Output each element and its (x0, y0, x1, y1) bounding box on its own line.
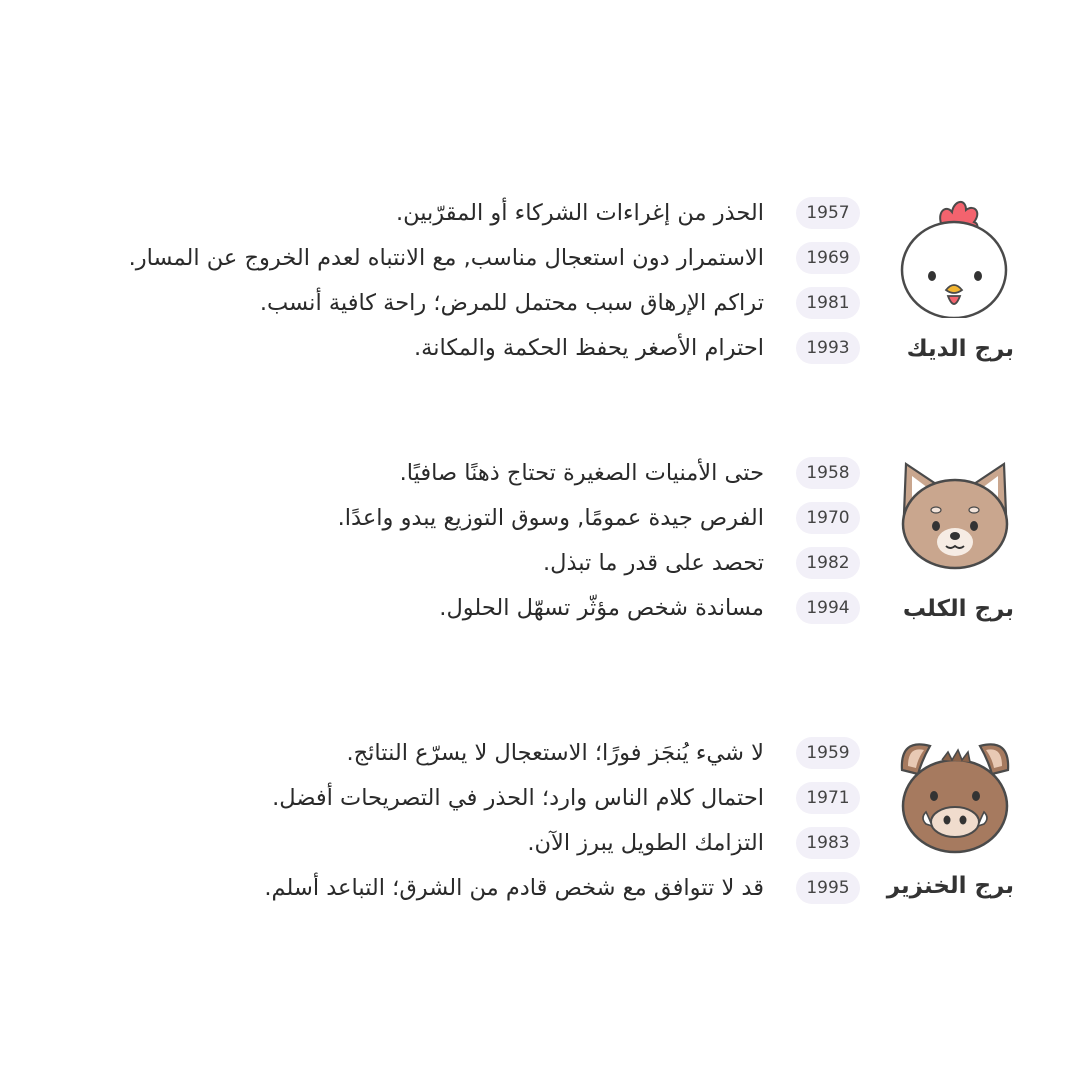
zodiac-section-dog (0, 450, 1080, 670)
zodiac-name-dog: برج الكلب (902, 596, 1014, 622)
fortune-text: تراكم الإرهاق سبب محتمل للمرض؛ راحة كافية أنسب. (259, 290, 764, 316)
dog-icon (896, 450, 1014, 578)
fortune-row (40, 500, 870, 545)
fortune-list (40, 735, 870, 915)
fortune-row (40, 330, 870, 375)
year-badge: 1993 (796, 332, 860, 364)
fortune-list (40, 455, 870, 635)
fortune-row (40, 590, 870, 635)
fortune-text: الاستمرار دون استعجال مناسب, مع الانتباه لعدم الخروج عن المسار. (128, 245, 764, 271)
fortune-row (40, 285, 870, 330)
fortune-row (40, 195, 870, 240)
fortune-text: الحذر من إغراءات الشركاء أو المقرّبين. (395, 200, 764, 226)
fortune-text: حتى الأمنيات الصغيرة تحتاج ذهنًا صافيًا. (399, 460, 764, 486)
pig-icon (896, 730, 1014, 858)
year-badge: 1994 (796, 592, 860, 624)
fortune-row (40, 735, 870, 780)
fortune-text: احتمال كلام الناس وارد؛ الحذر في التصريحات أفضل. (272, 785, 764, 811)
year-badge: 1957 (796, 197, 860, 229)
zodiac-section-rooster (0, 190, 1080, 410)
year-badge: 1959 (796, 737, 860, 769)
fortune-row (40, 240, 870, 285)
year-badge: 1995 (796, 872, 860, 904)
year-badge: 1970 (796, 502, 860, 534)
fortune-row (40, 455, 870, 500)
fortune-text: احترام الأصغر يحفظ الحكمة والمكانة. (413, 335, 764, 361)
year-badge: 1971 (796, 782, 860, 814)
fortune-text: لا شيء يُنجَز فورًا؛ الاستعجال لا يسرّع النتائج. (346, 740, 764, 766)
zodiac-section-pig (0, 730, 1080, 950)
fortune-text: الفرص جيدة عمومًا, وسوق التوزيع يبدو واعدًا. (337, 505, 764, 531)
year-badge: 1969 (796, 242, 860, 274)
year-badge: 1982 (796, 547, 860, 579)
year-badge: 1958 (796, 457, 860, 489)
fortune-row (40, 780, 870, 825)
fortune-list (40, 195, 870, 375)
fortune-text: تحصد على قدر ما تبذل. (542, 550, 764, 576)
fortune-row (40, 545, 870, 590)
rooster-icon (896, 190, 1014, 318)
fortune-row (40, 870, 870, 915)
fortune-row (40, 825, 870, 870)
fortune-text: قد لا تتوافق مع شخص قادم من الشرق؛ التباعد أسلم. (264, 875, 764, 901)
year-badge: 1983 (796, 827, 860, 859)
zodiac-name-rooster: برج الديك (906, 336, 1014, 362)
fortune-text: التزامك الطويل يبرز الآن. (527, 830, 764, 856)
year-badge: 1981 (796, 287, 860, 319)
fortune-text: مساندة شخص مؤثّر تسهّل الحلول. (439, 595, 764, 621)
zodiac-name-pig: برج الخنزير (886, 873, 1014, 899)
